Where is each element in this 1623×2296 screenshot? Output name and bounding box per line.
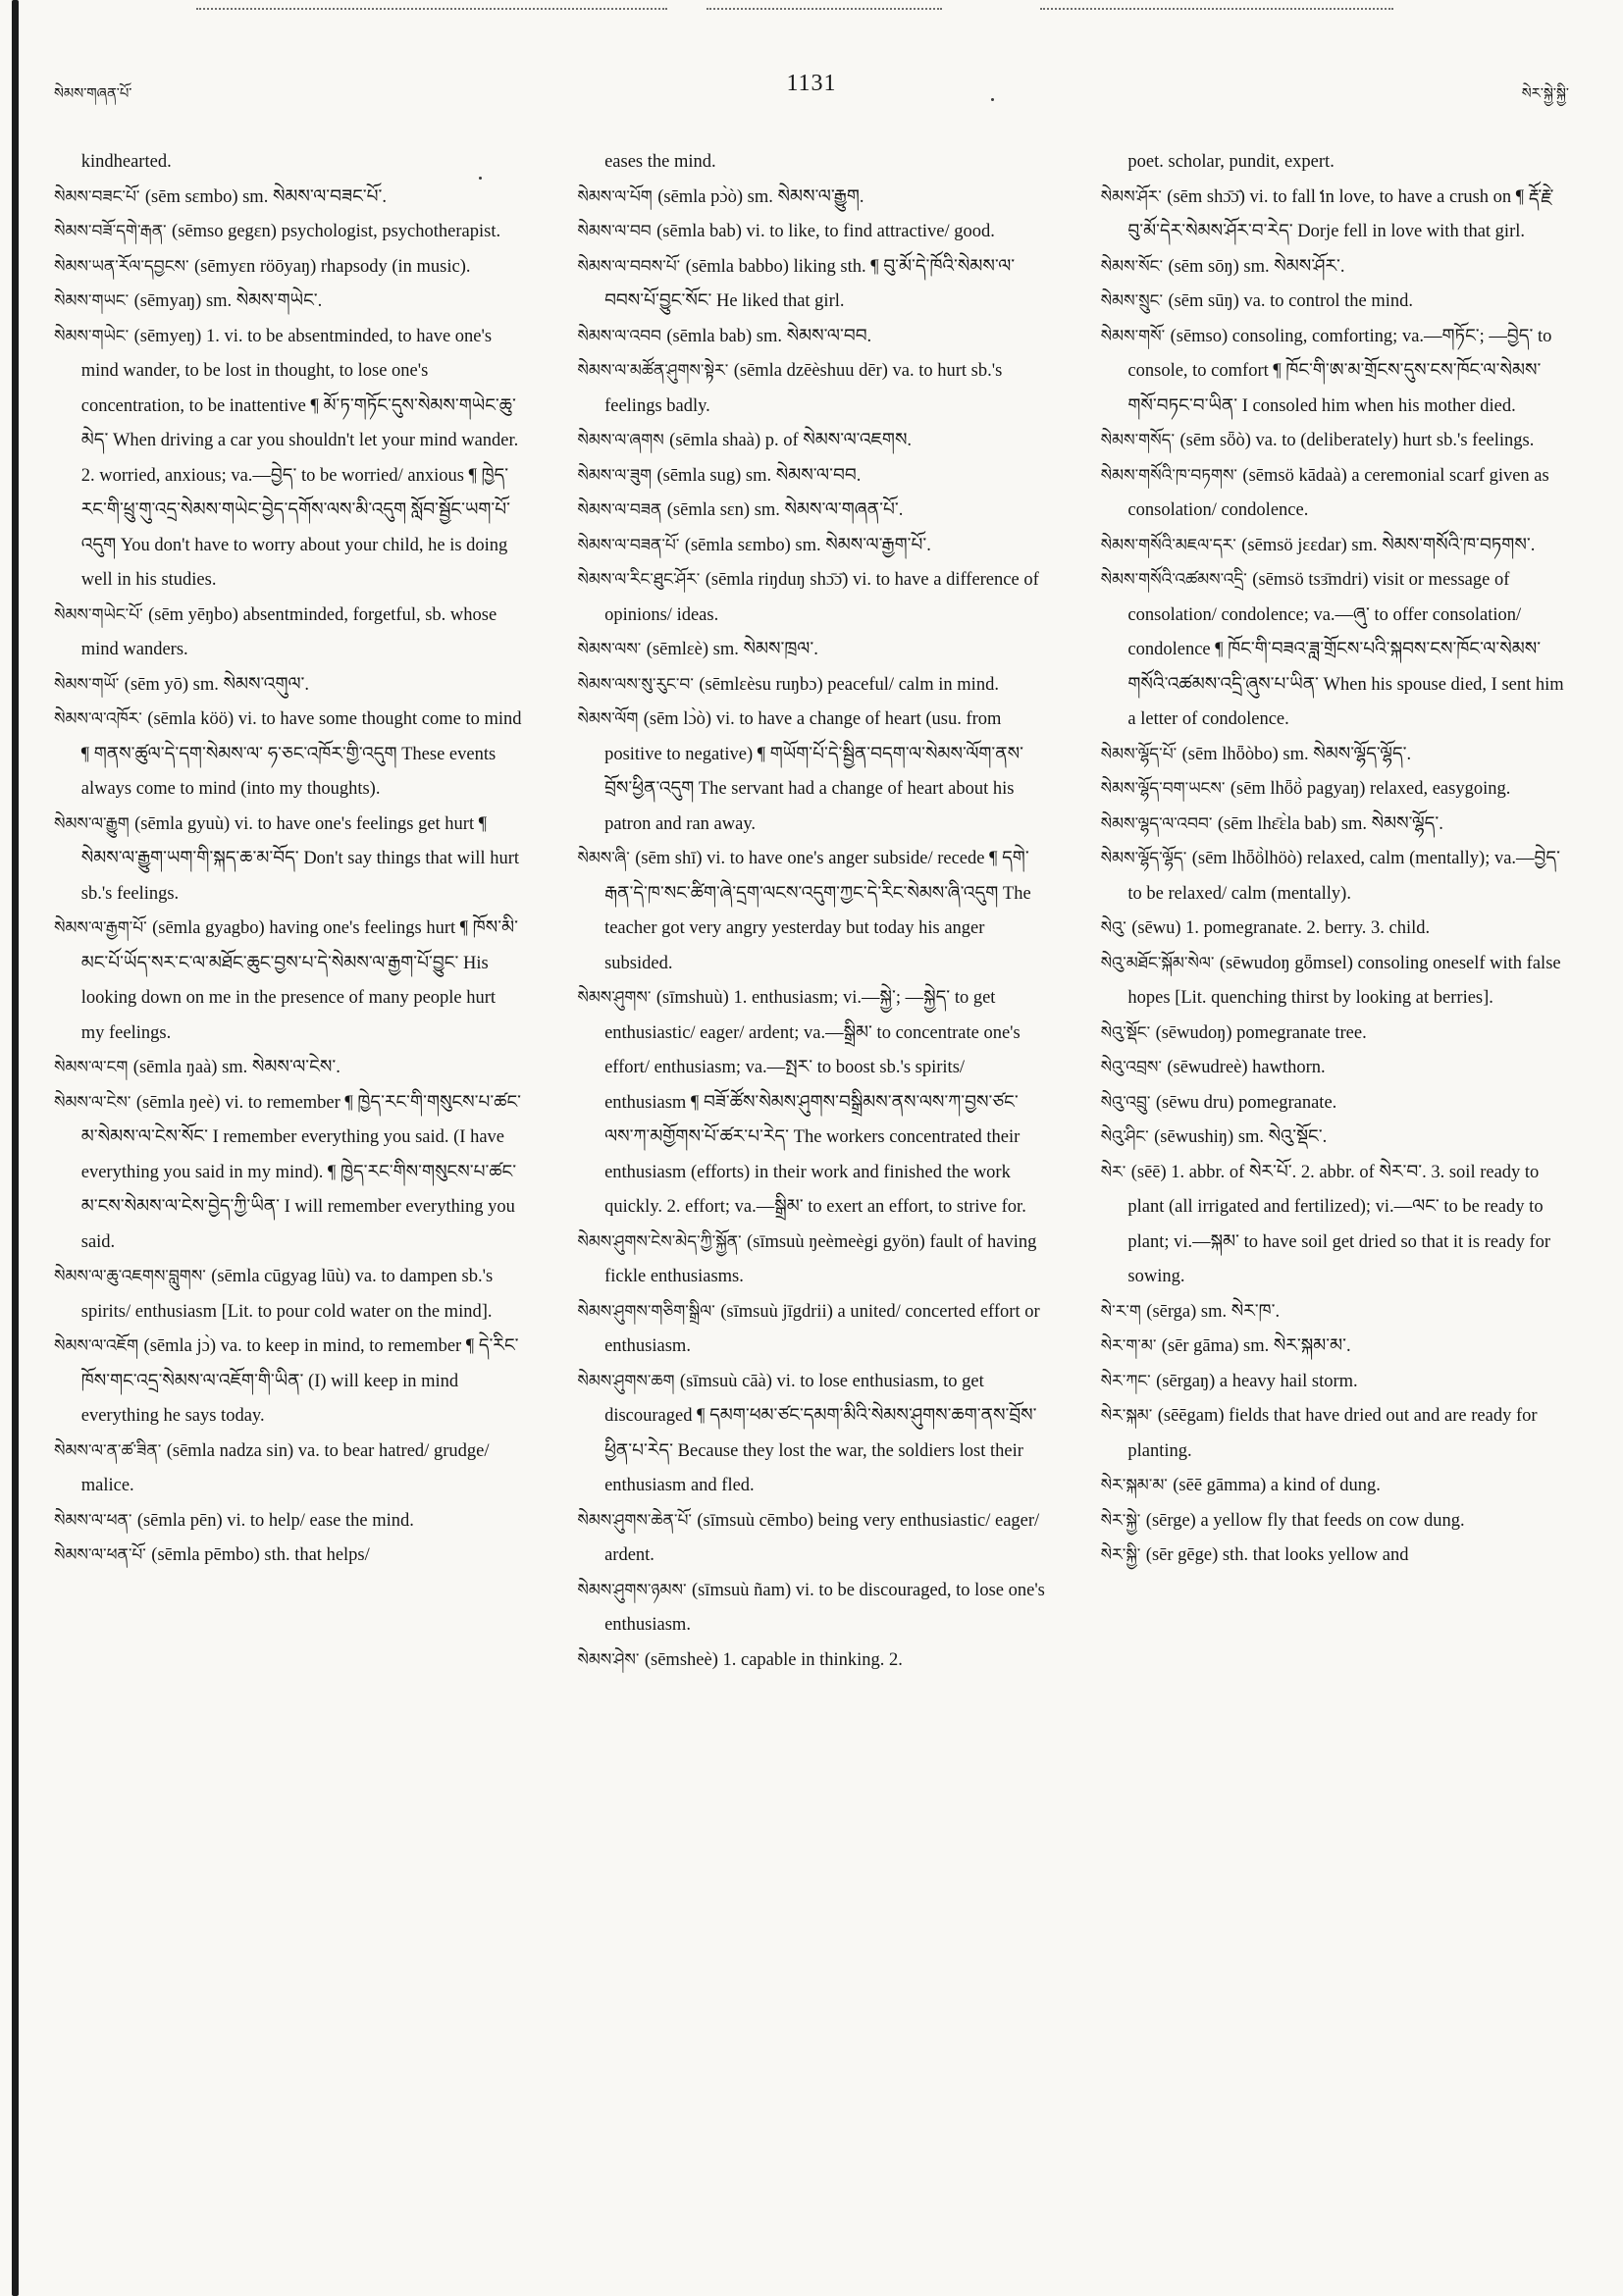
dictionary-entry: [1101, 1051, 1569, 1086]
dictionary-entry: [577, 1504, 1045, 1574]
tibetan-headword: སེམས་གསོད་: [1100, 431, 1180, 450]
dictionary-entry: [1101, 145, 1569, 181]
entry-body: (sēmla nadza sin) va. to bear hatred/ grudge/ malice.: [80, 1440, 490, 1495]
dictionary-entry: [1101, 947, 1569, 1017]
tibetan-headword: སེམས་ལ་ན་ཚ་ཟིན་: [54, 1440, 167, 1461]
dictionary-entry: [54, 250, 522, 286]
entry-body: (sēwu) 1. pomegranate. 2. berry. 3. child.: [1131, 918, 1431, 938]
tibetan-headword: སེམས་ལ་འཁོར་: [54, 709, 148, 729]
dictionary-entry: [1101, 1539, 1569, 1574]
dictionary-entry: [1101, 459, 1569, 529]
dictionary-entry: [54, 703, 522, 808]
guide-word-left: སེམས་གཞན་པོ་: [54, 85, 132, 102]
tibetan-headword: སེམས་ལ་པོག: [577, 186, 658, 207]
dictionary-entry: [577, 981, 1045, 1226]
entry-body: (sēm sōŋ) sm. སེམས་ཤོར་.: [1168, 256, 1345, 277]
dictionary-entry: [54, 1504, 522, 1539]
column: [54, 145, 522, 2276]
entry-body: (sēmso gegɛn) psychologist, psychotherapist.: [172, 222, 501, 241]
dictionary-entry: [577, 668, 1045, 704]
tibetan-headword: སེམས་ཤུགས་ཆག: [577, 1371, 680, 1391]
dictionary-entry: [577, 424, 1045, 459]
entry-body: (sēwudoŋ gȫmsel) consoling oneself with false hopes [Lit. quenching thirst by looking at berries].: [1127, 953, 1561, 1008]
dictionary-entry: [577, 145, 1045, 181]
entry-body: (sēm shɔ̄ɔ̄) vi. to fall in love, to have a crush on ¶ རྡོ་རྗེ་བུ་མོ་དེར་སེམས་ཤོར་བ་རེད་ Dorje fell in love with that girl.: [1127, 186, 1554, 241]
tibetan-headword: སེམས་ལ་རིང་ཐུང་ཤོར་: [577, 570, 706, 590]
dictionary-entry: [1101, 563, 1569, 738]
entry-body: (sīmsuù ŋeèmeègi gyön) fault of having fickle enthusiasms.: [604, 1231, 1037, 1286]
dictionary-entry: [577, 181, 1045, 216]
tibetan-headword: སེམས་ལ་ཞགས: [577, 431, 670, 450]
entry-body: (sēmla gyuù) vi. to have one's feelings get hurt ¶ སེམས་ལ་རྒྱུག་ཡག་གི་སྐད་ཆ་མ་བོད་ Don't say things that will hurt sb.'s feelings.: [80, 813, 519, 904]
entry-body: (sērge) a yellow fly that feeds on cow dung.: [1145, 1510, 1465, 1531]
dictionary-entry: [54, 912, 522, 1051]
tibetan-headword: སེམས་ལ་བཟན: [577, 500, 667, 520]
dictionary-entry: [1101, 285, 1569, 320]
entry-body: (sēmsö tsɜ̄mdri) visit or message of consolation/ condolence; va.—ཞུ་ to offer consolation/ condolence ¶ ཁོང་གི་བཟའ་ཟླ་གྲོངས་པའི་སྐབས་ངས་ཁོང་ལ་སེམས་གསོའི་འཚམས་འདྲི་ཞུས་པ་ཡིན་ When his spouse died, I sent him a letter of condolence.: [1127, 570, 1564, 729]
scan-dotted-artifact: [196, 8, 667, 10]
entry-body: (sēmla pɔ̀ò) sm. སེམས་ལ་རྒྱུག.: [657, 186, 864, 207]
tibetan-headword: སེམས་ལས་སུ་རུང་བ་: [577, 674, 700, 695]
tibetan-headword: སེམས་གཡོ་: [54, 674, 125, 695]
entry-body: (sēm lhȫö̀lhöò) relaxed, calm (mentally); va.—བྱེད་ to be relaxed/ calm (mentally).: [1127, 849, 1561, 904]
entry-body: (sēwudreè) hawthorn.: [1167, 1058, 1326, 1077]
entry-body: (sēmla jɔ̀) va. to keep in mind, to remember ¶ དེ་རིང་ཁོས་གང་འདྲ་སེམས་ལ་འཇོག་གི་ཡིན་ (I) will keep in mind everything he says today.: [80, 1336, 519, 1426]
tibetan-headword: སེམས་ལས་: [577, 640, 647, 659]
entry-body: (sēmla riŋduŋ shɔ̄ɔ̄) vi. to have a difference of opinions/ ideas.: [604, 570, 1039, 625]
entry-body: poet. scholar, pundit, expert.: [1127, 152, 1335, 172]
tibetan-headword: སེའུ་: [1100, 918, 1132, 938]
tibetan-headword: སེམས་ལ་ཆུ་འཇགས་བླུགས་: [54, 1267, 212, 1286]
entry-body: (sēmla ŋeè) vi. to remember ¶ ཁྱེད་རང་གི་གསུངས་པ་ཚང་མ་སེམས་ལ་ངེས་སོང་ I remember everything you said. (I have everything you said in my mind). ¶ ཁྱེད་རང་གིས་གསུངས་པ་ཚང་མ་ངས་སེམས་ལ་ངེས་བྱེད་ཀྱི་ཡིན་ I will remember everything you said.: [80, 1092, 522, 1252]
entry-body: (sēmyɛn röōyaŋ) rhapsody (in music).: [193, 256, 471, 277]
tibetan-headword: སེམས་བཟང་པོ་: [54, 186, 145, 207]
dictionary-entry: [1101, 1017, 1569, 1052]
entry-body: (sēmla gyagbo) having one's feelings hurt ¶ ཁོས་མི་མང་པོ་ཡོད་སར་ང་ལ་མཐོང་ཆུང་བྱས་པ་དེ་སེམས་ལ་རྒྱག་པོ་བྱུང་ His looking down on me in the presence of many people hurt my feelings.: [80, 918, 518, 1043]
page-number: 1131: [786, 71, 837, 96]
dictionary-entry: [54, 320, 522, 599]
tibetan-headword: སེམས་ལ་བབ: [577, 222, 657, 241]
entry-body: (sēm yō) sm. སེམས་འགུལ་.: [124, 674, 310, 695]
entry-body: (sēm sūŋ) va. to control the mind.: [1168, 291, 1414, 311]
entry-body: (sēmsö kādaà) a ceremonial scarf given as consolation/ condolence.: [1127, 465, 1549, 520]
entry-body: (sēwushiŋ) sm. སེའུ་སྡོང་.: [1154, 1127, 1328, 1147]
dictionary-entry: [1101, 424, 1569, 459]
dictionary-entry: [1101, 1330, 1569, 1365]
dictionary-entry: [54, 1051, 522, 1086]
tibetan-headword: སེམས་ཤུགས་: [577, 988, 656, 1008]
tibetan-headword: སེམས་ལ་མཚོན་ཤུགས་སྟེར་: [577, 361, 734, 381]
entry-body: (sēmla sɛn) sm. སེམས་ལ་གཞན་པོ་.: [666, 500, 904, 520]
column: [1101, 145, 1569, 2276]
entry-body: (sēmyaŋ) sm. སེམས་གཡེང་.: [133, 291, 323, 311]
dictionary-entry: [577, 320, 1045, 355]
tibetan-headword: སེམས་གསོའི་མཇལ་དར་: [1100, 535, 1242, 555]
tibetan-headword: སེམས་ཤུགས་ངེས་མེད་ཀྱི་སྐྱོན་: [577, 1231, 748, 1252]
dictionary-entry: [577, 250, 1045, 320]
tibetan-headword: སེམས་ལ་ཕན་: [54, 1510, 137, 1531]
dictionary-entry: [1101, 1156, 1569, 1295]
entry-body: (sēmlɛèsu ruŋbɔ) peaceful/ calm in mind.: [699, 674, 999, 695]
tibetan-headword: སེམས་ལ་ངག: [54, 1058, 133, 1077]
dictionary-entry: [1101, 808, 1569, 843]
tibetan-headword: སེ་ར་ག: [1100, 1301, 1147, 1322]
tibetan-headword: སེར་སྐམ་: [1100, 1406, 1158, 1426]
tibetan-headword: སེམས་ལྷོད་བག་ཡངས་: [1100, 779, 1230, 799]
tibetan-headword: སེམས་ཤེས་: [577, 1649, 645, 1670]
tibetan-headword: སེམས་ལ་འཇོག: [54, 1336, 144, 1356]
dictionary-entry: [54, 1435, 522, 1504]
tibetan-headword: སེམས་གཡེང་པོ་: [54, 604, 149, 625]
entry-body: (sīmsuù ñam) vi. to be discouraged, to lose one's enthusiasm.: [604, 1580, 1045, 1635]
tibetan-headword: སེམས་སོང་: [1100, 256, 1169, 277]
tibetan-headword: སེམས་ལ་རྒྱག་པོ་: [54, 918, 153, 938]
dictionary-entry: [577, 563, 1045, 633]
tibetan-headword: སེའུ་སྡོང་: [1100, 1022, 1156, 1043]
scan-dotted-artifact: [1040, 8, 1393, 10]
dictionary-entry: [1101, 1469, 1569, 1504]
dictionary-entry: [577, 459, 1045, 495]
dictionary-entry: [577, 354, 1045, 424]
dictionary-entry: [577, 1365, 1045, 1504]
dictionary-entry: [577, 1226, 1045, 1295]
entry-body: (sēē) 1. abbr. of སེར་པོ་. 2. abbr. of སེར་བ་. 3. soil ready to plant (all irrigated and fertilized); vi.—ལང་ to be ready to plant; vi.—སྐམ་ to have soil get dried so that it is ready for sowing.: [1127, 1162, 1551, 1286]
entry-body: (sērgaŋ) a heavy hail storm.: [1156, 1371, 1358, 1391]
entry-body: (sēm sɛmbo) sm. སེམས་ལ་བཟང་པོ་.: [144, 186, 388, 207]
dictionary-entry: [54, 181, 522, 216]
entry-body: (sēmla sug) sm. སེམས་ལ་བབ.: [656, 465, 862, 486]
entry-body: (sēm yēŋbo) absentminded, forgetful, sb. whose mind wanders.: [80, 604, 497, 659]
entry-body: (sēwu dru) pomegranate.: [1155, 1092, 1337, 1113]
tibetan-headword: སེམས་ལ་བབས་པོ་: [577, 256, 686, 277]
dictionary-entry: [1101, 1504, 1569, 1539]
entry-body: (sēmla bab) sm. སེམས་ལ་བབ.: [666, 326, 872, 346]
dictionary-entry: [1101, 181, 1569, 250]
dictionary-entry: [1101, 1121, 1569, 1156]
dictionary-entry: [577, 633, 1045, 668]
tibetan-headword: སེར་སྐྱེ་: [1100, 1510, 1146, 1531]
entry-body: (sēmla köö) vi. to have some thought come to mind ¶ གནས་ཚུལ་དེ་དག་སེམས་ལ་ ཧ་ཅང་འཁོར་གྱི་འདུག These events always come to mind (into my thoughts).: [80, 709, 522, 799]
entry-body: (sēmla pēn) vi. to help/ ease the mind.: [136, 1510, 414, 1531]
tibetan-headword: སེམས་བཟོ་དགེ་རྒན་: [54, 222, 173, 241]
entry-body: (sēm lɔ̀ò) vi. to have a change of heart (usu. from positive to negative) ¶ གཡོག་པོ་དེ་སྦྱིན་བདག་ལ་སེམས་ལོག་ནས་བྲོས་ཕྱིན་འདུག The servant had a change of heart about his patron and ran away.: [604, 709, 1023, 834]
dictionary-entry: [54, 808, 522, 913]
tibetan-headword: སེམས་ལྷོད་པོ་: [1100, 744, 1182, 764]
dictionary-entry: [577, 529, 1045, 564]
tibetan-headword: སེམས་ལྷད་ལ་འབབ་: [1100, 813, 1218, 834]
dictionary-entry: [54, 1539, 522, 1574]
tibetan-headword: སེར་: [1100, 1162, 1131, 1182]
column: [577, 145, 1045, 2276]
tibetan-headword: སེའུ་མཐོང་སྐོམ་སེལ་: [1100, 953, 1220, 973]
dictionary-entry: [54, 215, 522, 250]
tibetan-headword: སེམས་ལོག: [577, 709, 644, 729]
tibetan-headword: སེམས་གཡང་: [54, 291, 134, 311]
tibetan-headword: སེམས་ལ་བཟན་པོ་: [577, 535, 685, 555]
entry-body: (sēmla dzēèshuu dēr) va. to hurt sb.'s feelings badly.: [604, 361, 1003, 416]
dictionary-entry: [577, 1574, 1045, 1644]
entry-body: (sēmyeŋ) 1. vi. to be absentminded, to have one's mind wander, to be lost in thought, to lose one's concentration, to be inattentive ¶ མོ་ཏ་གཏོང་དུས་སེམས་གཡེང་ཆུ་མེད་ When driving a car you shouldn't let your mind wander. 2. worried, anxious; va.—བྱེད་ to be worried/ anxious ¶ ཁྱེད་རང་གི་ཕྲུ་གུ་འདྲ་སེམས་གཡེང་བྱེད་དགོས་ལས་མི་འདུག སློབ་སྦྱོང་ཡག་པོ་འདུག You don't have to worry about your child, he is doing well in his studies.: [80, 326, 519, 590]
dictionary-entry: [54, 599, 522, 668]
tibetan-headword: སེམས་གསོའི་ཁ་བཏགས་: [1100, 465, 1243, 486]
entry-body: (sēwudoŋ) pomegranate tree.: [1155, 1022, 1367, 1043]
tibetan-headword: སེམས་སྲུང་: [1100, 291, 1169, 311]
entry-body: (sēmla shaà) p. of སེམས་ལ་འཇགས.: [669, 431, 913, 450]
tibetan-headword: སེམས་ཤོར་: [1100, 186, 1168, 207]
entry-body: (sēmsheè) 1. capable in thinking. 2.: [644, 1649, 903, 1670]
dictionary-entry: [54, 1330, 522, 1435]
dictionary-entry: [1101, 1295, 1569, 1331]
dictionary-entry: [54, 285, 522, 320]
dictionary-entry: [1101, 738, 1569, 773]
entry-body: (sēmla bab) vi. to like, to find attractive/ good.: [656, 222, 995, 241]
entry-body: (sēmla ŋaà) sm. སེམས་ལ་ངེས་.: [132, 1058, 340, 1077]
entry-body: (sēm shī) vi. to have one's anger subside/ recede ¶ དགེ་རྒན་དེ་ཁ་སང་ཚིག་ཞེ་དྲག་ལངས་འདུག་ཀྱང་དེ་རིང་སེམས་ཞི་འདུག The teacher got very angry yesterday but today his anger subsided.: [604, 849, 1031, 973]
tibetan-headword: སེམས་ཞི་: [577, 849, 636, 868]
entry-body: (sēē gāmma) a kind of dung.: [1173, 1476, 1381, 1495]
dictionary-entry: [54, 145, 522, 181]
tibetan-headword: སེའུ་འབྲས་: [1100, 1058, 1168, 1077]
tibetan-headword: སེམས་གཡེང་: [54, 326, 134, 346]
dictionary-entry: [577, 842, 1045, 981]
entry-body: (sēmlɛè) sm. སེམས་ཁྲལ་.: [646, 640, 818, 659]
dictionary-entry: [1101, 1399, 1569, 1469]
entry-body: (sēr gāma) sm. སེར་སྐམ་མ་.: [1161, 1336, 1351, 1356]
entry-body: (sēm sȫò) va. to (deliberately) hurt sb.'s feelings.: [1179, 431, 1535, 450]
entry-body: (sēēgam) fields that have dried out and are ready for planting.: [1127, 1406, 1538, 1461]
text-columns: [54, 145, 1569, 2276]
tibetan-headword: སེར་ག་མ་: [1100, 1336, 1162, 1356]
entry-body: (sēmla babbo) liking sth. ¶ བུ་མོ་དེ་ཁོའི་སེམས་ལ་བབས་པོ་བྱུང་སོང་ He liked that girl.: [604, 256, 1016, 311]
tibetan-headword: སེམས་གསོའི་འཚམས་འདྲི་: [1100, 570, 1253, 590]
dictionary-entry: [577, 1295, 1045, 1365]
dictionary-entry: [1101, 1086, 1569, 1122]
entry-body: (sēmla sɛmbo) sm. སེམས་ལ་རྒྱག་པོ་.: [684, 535, 931, 555]
dictionary-entry: [1101, 912, 1569, 947]
tibetan-headword: སེམས་ཤུགས་གཅིག་སྒྲིལ་: [577, 1301, 721, 1322]
dictionary-entry: [54, 1260, 522, 1330]
page-header: [54, 71, 1569, 120]
entry-body: (sēmla pēmbo) sth. that helps/: [151, 1545, 370, 1565]
dictionary-entry: [1101, 842, 1569, 912]
entry-body: (sīmsuù cāà) vi. to lose enthusiasm, to get discouraged ¶ དམག་ཕམ་ཙང་དམག་མིའི་སེམས་ཤུགས་ཆག་ནས་བྲོས་ཕྱིན་པ་རེད་ Because they lost the war, the soldiers lost their enthusiasm and fled.: [604, 1371, 1037, 1495]
tibetan-headword: སེམས་ལྷོད་ལྷོད་: [1100, 849, 1192, 868]
dictionary-entry: [1101, 250, 1569, 286]
entry-body: (sīmsuù cēmbo) being very enthusiastic/ eager/ ardent.: [604, 1510, 1040, 1565]
tibetan-headword: སེའུ་འབྲུ་: [1100, 1092, 1156, 1113]
tibetan-headword: སེམས་ཡན་རོལ་དབྱངས་: [54, 256, 194, 277]
tibetan-headword: སེམས་ཤུགས་ཉམས་: [577, 1580, 692, 1600]
tibetan-headword: སེར་ཀང་: [1100, 1371, 1157, 1391]
entry-body: (sīmsuù jīgdrii) a united/ concerted effort or enthusiasm.: [604, 1301, 1040, 1356]
entry-body: (sēmsö jɛɛdar) sm. སེམས་གསོའི་ཁ་བཏགས་.: [1241, 535, 1536, 555]
dictionary-entry: [54, 1086, 522, 1261]
entry-body: (sēr gēge) sth. that looks yellow and: [1145, 1545, 1409, 1565]
tibetan-headword: སེར་སྐྱི་: [1100, 1545, 1146, 1565]
scan-dotted-artifact: [707, 8, 942, 10]
entry-body: (sīmshuù) 1. enthusiasm; vi.—སྐྱེ་; —སྐྱེད་ to get enthusiastic/ eager/ ardent; va.—སྒྲིམ་ to concentrate one's effort/ enthusiasm; va.—སྤར་ to boost sb.'s spirits/ enthusiasm ¶ བཟོ་ཚོས་སེམས་ཤུགས་བསྒྲིམས་ནས་ལས་ཀ་བྱས་ཙང་ལས་ཀ་མགྱོགས་པོ་ཚར་པ་རེད་ The workers concentrated their enthusiasm (efforts) in their work and finished the work quickly. 2. effort; va.—སྒྲིམ་ to exert an effort, to strive for.: [604, 988, 1026, 1217]
tibetan-headword: སེམས་ལ་རྒྱུག: [54, 813, 135, 834]
tibetan-headword: སེམས་ལ་ཟུག: [577, 465, 657, 486]
entry-body: (sēm lhȫòbo) sm. སེམས་ལྷོད་ལྷོད་.: [1181, 744, 1412, 764]
entry-body: (sēmso) consoling, comforting; va.—གཏོང་; —བྱེད་ to console, to comfort ¶ ཁོང་གི་ཨ་མ་གྲོངས་དུས་ངས་ཁོང་ལ་སེམས་གསོ་བཏང་བ་ཡིན་ I consoled him when his mother died.: [1127, 326, 1552, 416]
tibetan-headword: སེམས་གསོ་: [1100, 326, 1171, 346]
dictionary-entry: [577, 1644, 1045, 1679]
tibetan-headword: སེམས་ལ་འབབ: [577, 326, 667, 346]
entry-body: (sērga) sm. སེར་ཁ་.: [1146, 1301, 1281, 1322]
dictionary-entry: [1101, 772, 1569, 808]
dictionary-entry: [1101, 529, 1569, 564]
entry-body: (sēmla cūgyag lūù) va. to dampen sb.'s spirits/ enthusiasm [Lit. to pour cold water on the mind].: [80, 1267, 494, 1322]
dictionary-entry: [577, 494, 1045, 529]
dictionary-entry: [1101, 1365, 1569, 1400]
tibetan-headword: སེམས་ལ་ཕན་པོ་: [54, 1545, 152, 1565]
dictionary-entry: [1101, 320, 1569, 425]
dictionary-entry: [54, 668, 522, 704]
tibetan-headword: སེར་སྐམ་མ་: [1100, 1476, 1174, 1495]
entry-body: kindhearted.: [80, 152, 172, 172]
dictionary-entry: [577, 215, 1045, 250]
entry-body: eases the mind.: [604, 152, 716, 172]
entry-body: (sēm lhȫö̀ pagyaŋ) relaxed, easygoing.: [1230, 779, 1511, 799]
guide-word-right: སེར་སྐྱེ་སྐྱི་: [1521, 85, 1569, 102]
scan-edge-artifact: [12, 0, 19, 2296]
tibetan-headword: སེམས་ལ་ངེས་: [54, 1092, 136, 1113]
dictionary-entry: [577, 703, 1045, 842]
entry-body: (sēm lhɛ̄ɛ̀la bab) sm. སེམས་ལྷོད་.: [1217, 813, 1443, 834]
tibetan-headword: སེའུ་ཤིང་: [1100, 1127, 1155, 1147]
tibetan-headword: སེམས་ཤུགས་ཆེན་པོ་: [577, 1510, 698, 1531]
